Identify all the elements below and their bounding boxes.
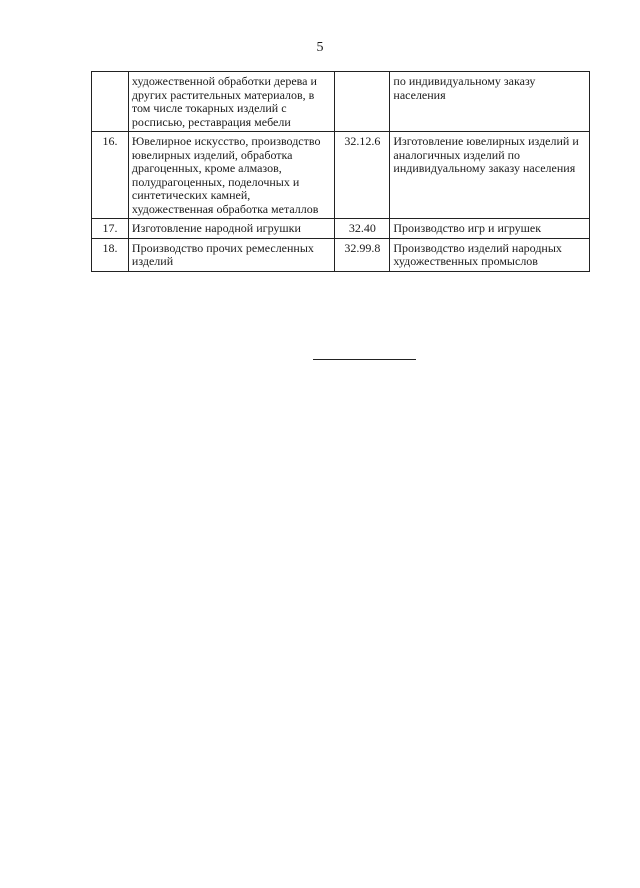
activities-table xyxy=(91,71,590,272)
row-number: 17. xyxy=(92,219,129,239)
okved-code: 32.40 xyxy=(335,219,390,239)
end-divider-line xyxy=(313,359,416,360)
activity-description: по индивидуальному заказу населения xyxy=(390,72,590,132)
activity-description: Изготовление ювелирных изделий и аналогичных изделий по индивидуальному заказу населения xyxy=(390,132,590,219)
activity-name: художественной обработки дерева и других растительных материалов, в том числе токарных изделий с росписью, реставрация мебели xyxy=(128,72,335,132)
row-number xyxy=(92,72,129,132)
okved-code: 32.12.6 xyxy=(335,132,390,219)
okved-code xyxy=(335,72,390,132)
okved-code: 32.99.8 xyxy=(335,238,390,271)
activity-name: Ювелирное искусство, производство ювелирных изделий, обработка драгоценных, кроме алмазов, полудрагоценных, поделочных и синтетических камней, художественная обработка металлов xyxy=(128,132,335,219)
row-number: 16. xyxy=(92,132,129,219)
table-row xyxy=(92,132,590,219)
activity-description: Производство изделий народных художественных промыслов xyxy=(390,238,590,271)
row-number: 18. xyxy=(92,238,129,271)
table-row xyxy=(92,219,590,239)
table-row xyxy=(92,72,590,132)
activity-description: Производство игр и игрушек xyxy=(390,219,590,239)
page-number: 5 xyxy=(316,40,324,55)
activity-name: Производство прочих ремесленных изделий xyxy=(128,238,335,271)
table-row xyxy=(92,238,590,271)
activity-name: Изготовление народной игрушки xyxy=(128,219,335,239)
